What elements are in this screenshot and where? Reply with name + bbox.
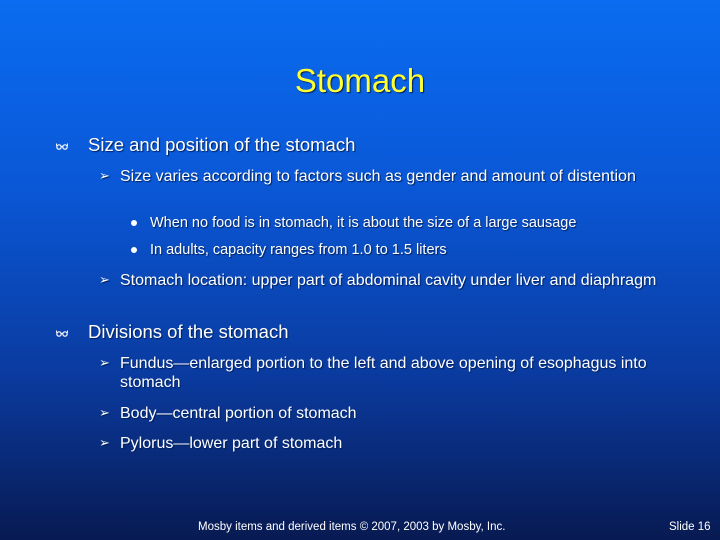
arrowhead-icon: ➢ bbox=[99, 272, 110, 287]
footer-copyright: Mosby items and derived items © 2007, 2003 by Mosby, Inc. bbox=[198, 521, 506, 533]
bullet-capacity: In adults, capacity ranges from 1.0 to 1.5 liters bbox=[150, 242, 447, 258]
arrowhead-icon: ➢ bbox=[99, 405, 110, 420]
slide-number: Slide 16 bbox=[669, 521, 711, 533]
bullet-location: Stomach location: upper part of abdominal cavity under liver and diaphragm bbox=[120, 272, 657, 289]
bullet-no-food: When no food is in stomach, it is about the size of a large sausage bbox=[150, 215, 577, 231]
arrowhead-icon: ➢ bbox=[99, 435, 110, 450]
dot-icon bbox=[131, 220, 137, 226]
bullet-body: Body—central portion of stomach bbox=[120, 405, 357, 422]
eyeglasses-icon bbox=[56, 140, 68, 152]
bullet-fundus: Fundus—enlarged portion to the left and above opening of esophagus into stomach bbox=[120, 355, 647, 391]
bullet-size-varies: Size varies according to factors such as gender and amount of distention bbox=[120, 168, 636, 185]
slide-title: Stomach bbox=[294, 62, 426, 99]
eyeglasses-icon bbox=[56, 327, 68, 339]
dot-icon bbox=[131, 247, 137, 253]
bullet-divisions: Divisions of the stomach bbox=[88, 321, 289, 342]
bullet-size-position: Size and position of the stomach bbox=[88, 134, 356, 155]
arrowhead-icon: ➢ bbox=[99, 355, 110, 370]
bullet-pylorus: Pylorus—lower part of stomach bbox=[120, 435, 343, 452]
arrowhead-icon: ➢ bbox=[99, 168, 110, 183]
